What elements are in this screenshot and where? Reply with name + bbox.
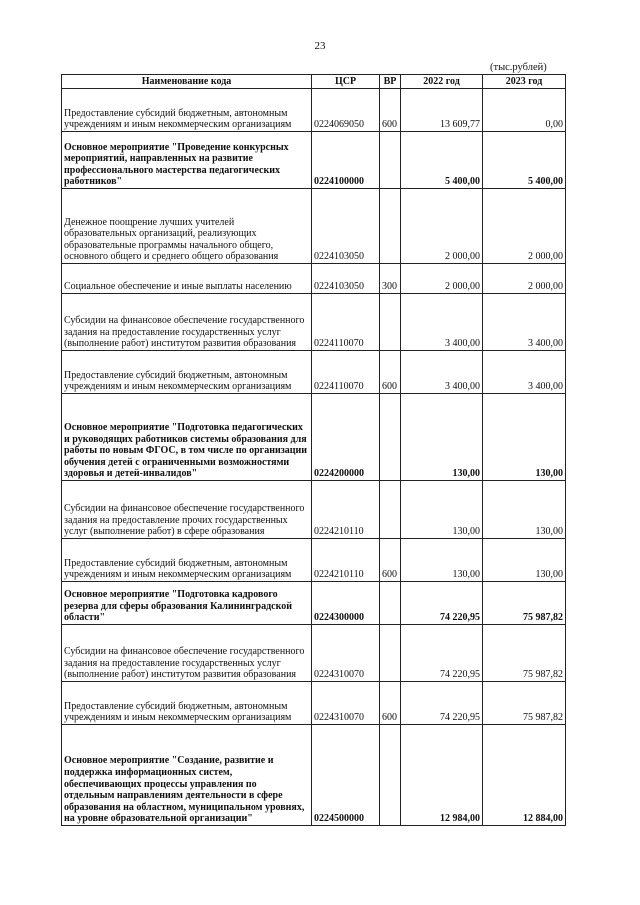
row-name: Основное мероприятие "Проведение конкурсных мероприятий, направленных на развитие профессионального мастерства педагогических работников" <box>62 132 312 189</box>
table-row <box>62 89 566 132</box>
table-row <box>62 725 566 826</box>
row-2023: 5 400,00 <box>483 132 566 189</box>
page-number: 23 <box>314 40 326 52</box>
row-name: Основное мероприятие "Подготовка кадрового резерва для сферы образования Калининградской области" <box>62 582 312 625</box>
row-2023: 3 400,00 <box>483 351 566 394</box>
row-name: Основное мероприятие "Создание, развитие и поддержка информационных систем, обеспечивающих процессы управления по отдельным направлениям деятельности в сфере образования на областном, муниципальном уровнях, на уровне образовательной организации" <box>62 725 312 826</box>
row-2022: 130,00 <box>401 539 483 582</box>
row-name: Субсидии на финансовое обеспечение государственного задания на предоставление государственных услуг (выполнение работ) институтом развития образования <box>62 294 312 351</box>
row-csr: 0224069050 <box>312 89 380 132</box>
row-vr: 600 <box>380 351 401 394</box>
table-row <box>62 132 566 189</box>
row-name: Предоставление субсидий бюджетным, автономным учреждениям и иным некоммерческим организациям <box>62 89 312 132</box>
column-header-csr: ЦСР <box>312 75 380 89</box>
row-name: Социальное обеспечение и иные выплаты населению <box>62 264 312 294</box>
row-2023: 75 987,82 <box>483 582 566 625</box>
row-name: Субсидии на финансовое обеспечение государственного задания на предоставление государственных услуг (выполнение работ) институтом развития образования <box>62 625 312 682</box>
row-vr <box>380 394 401 481</box>
column-header-2023: 2023 год <box>483 75 566 89</box>
row-2023: 75 987,82 <box>483 682 566 725</box>
row-vr: 600 <box>380 89 401 132</box>
row-2023: 0,00 <box>483 89 566 132</box>
row-vr <box>380 189 401 264</box>
row-csr: 0224103050 <box>312 189 380 264</box>
row-csr: 0224500000 <box>312 725 380 826</box>
table-row <box>62 582 566 625</box>
row-2023: 130,00 <box>483 481 566 539</box>
table-row <box>62 264 566 294</box>
table-row <box>62 682 566 725</box>
budget-table <box>61 74 566 826</box>
row-2023: 130,00 <box>483 539 566 582</box>
row-name: Субсидии на финансовое обеспечение государственного задания на предоставление прочих государственных услуг (выполнение работ) в сфере образования <box>62 481 312 539</box>
column-header-vr: ВР <box>380 75 401 89</box>
row-vr <box>380 294 401 351</box>
row-2022: 74 220,95 <box>401 582 483 625</box>
row-2022: 2 000,00 <box>401 264 483 294</box>
row-2022: 2 000,00 <box>401 189 483 264</box>
row-csr: 0224103050 <box>312 264 380 294</box>
row-2022: 130,00 <box>401 394 483 481</box>
row-name: Основное мероприятие "Подготовка педагогических и руководящих работников системы образования для работы по новым ФГОС, в том числе по организации обучения детей с ограниченными возможностями здоровья и детей-инвалидов" <box>62 394 312 481</box>
table-row <box>62 625 566 682</box>
row-2023: 2 000,00 <box>483 189 566 264</box>
units-label: (тыс.рублей) <box>490 62 547 73</box>
table-row <box>62 351 566 394</box>
row-name: Предоставление субсидий бюджетным, автономным учреждениям и иным некоммерческим организациям <box>62 539 312 582</box>
table-header-row <box>62 75 566 89</box>
row-vr <box>380 132 401 189</box>
row-2023: 75 987,82 <box>483 625 566 682</box>
row-vr: 600 <box>380 682 401 725</box>
table-row <box>62 539 566 582</box>
row-2022: 12 984,00 <box>401 725 483 826</box>
table-row <box>62 394 566 481</box>
row-2022: 5 400,00 <box>401 132 483 189</box>
row-name: Предоставление субсидий бюджетным, автономным учреждениям и иным некоммерческим организациям <box>62 682 312 725</box>
row-vr: 300 <box>380 264 401 294</box>
row-2022: 13 609,77 <box>401 89 483 132</box>
row-csr: 0224110070 <box>312 294 380 351</box>
row-csr: 0224310070 <box>312 682 380 725</box>
row-vr: 600 <box>380 539 401 582</box>
row-2022: 74 220,95 <box>401 625 483 682</box>
row-vr <box>380 582 401 625</box>
row-2023: 12 884,00 <box>483 725 566 826</box>
row-vr <box>380 725 401 826</box>
row-name: Предоставление субсидий бюджетным, автономным учреждениям и иным некоммерческим организациям <box>62 351 312 394</box>
table-row <box>62 189 566 264</box>
row-2022: 3 400,00 <box>401 294 483 351</box>
column-header-name: Наименование кода <box>62 75 312 89</box>
row-csr: 0224100000 <box>312 132 380 189</box>
row-csr: 0224200000 <box>312 394 380 481</box>
row-2023: 130,00 <box>483 394 566 481</box>
row-vr <box>380 481 401 539</box>
row-2022: 3 400,00 <box>401 351 483 394</box>
row-2022: 74 220,95 <box>401 682 483 725</box>
row-name: Денежное поощрение лучших учителей образовательных организаций, реализующих образовательные программы начального общего, основного общего и среднего общего образования <box>62 189 312 264</box>
row-csr: 0224310070 <box>312 625 380 682</box>
row-csr: 0224210110 <box>312 539 380 582</box>
row-csr: 0224300000 <box>312 582 380 625</box>
column-header-2022: 2022 год <box>401 75 483 89</box>
row-vr <box>380 625 401 682</box>
row-2022: 130,00 <box>401 481 483 539</box>
table-row <box>62 481 566 539</box>
row-2023: 2 000,00 <box>483 264 566 294</box>
row-csr: 0224110070 <box>312 351 380 394</box>
row-2023: 3 400,00 <box>483 294 566 351</box>
table-row <box>62 294 566 351</box>
row-csr: 0224210110 <box>312 481 380 539</box>
